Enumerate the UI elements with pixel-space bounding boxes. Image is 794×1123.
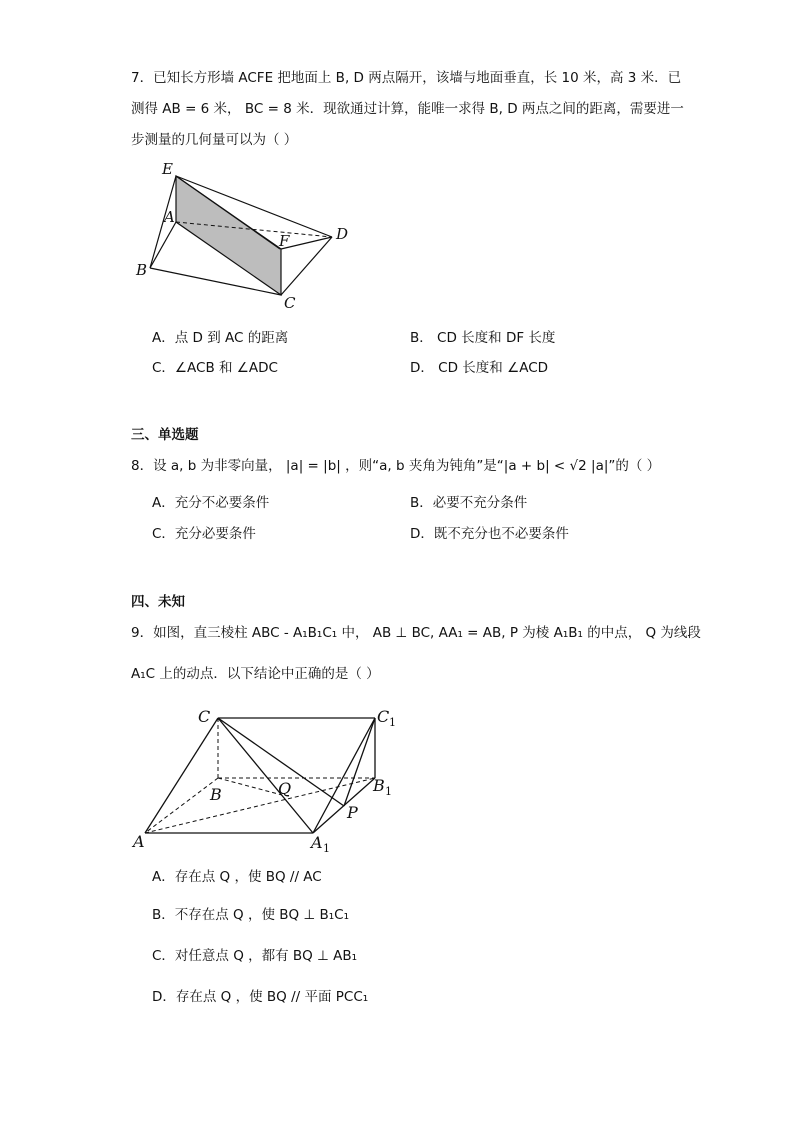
label-B1: B — [373, 776, 385, 795]
q7-stem-line2: 测得 AB = 6 米， BC = 8 米．现欲通过计算，能唯一求得 B, D 两点之间的距离，需要进一 — [131, 101, 684, 117]
label-A: A — [164, 208, 175, 226]
label-C1-subscript: 1 — [389, 716, 396, 729]
q7-stem-line3: 步测量的几何量可以为（ ） — [131, 132, 298, 148]
q9-option-a[interactable]: A．存在点 Q ，使 BQ // AC — [152, 869, 322, 885]
label-F: F — [279, 232, 290, 250]
q8-option-d[interactable]: D．既不充分也不必要条件 — [410, 526, 569, 542]
q9-option-b[interactable]: B．不存在点 Q ，使 BQ ⊥ B₁C₁ — [152, 907, 350, 923]
q8-option-b[interactable]: B．必要不充分条件 — [410, 495, 528, 511]
q8-option-a[interactable]: A．充分不必要条件 — [152, 495, 270, 511]
q9-figure — [130, 700, 410, 860]
label-D: D — [336, 225, 349, 243]
section-heading-3: 三、单选题 — [131, 427, 199, 443]
q7-option-b[interactable]: B． CD 长度和 DF 长度 — [410, 330, 556, 346]
label-B: B — [210, 785, 222, 804]
q7-option-a[interactable]: A．点 D 到 AC 的距离 — [152, 330, 289, 346]
q9-stem-line2: A₁C 上的动点．以下结论中正确的是（ ） — [131, 666, 380, 682]
label-A1: A — [311, 833, 323, 852]
q8-stem: 8．设 a, b 为非零向量， |a| = |b| ，则“a, b 夹角为钝角”是“|a + b| < √2 |a|”的（ ） — [131, 458, 661, 474]
label-C: C — [198, 707, 211, 726]
label-A: A — [133, 832, 145, 851]
q9-option-c[interactable]: C．对任意点 Q ，都有 BQ ⊥ AB₁ — [152, 948, 358, 964]
label-Q: Q — [278, 779, 292, 798]
label-C: C — [284, 294, 296, 312]
section-heading-4: 四、未知 — [131, 594, 185, 610]
q7-option-d[interactable]: D． CD 长度和 ∠ACD — [410, 360, 549, 376]
q9-option-d[interactable]: D．存在点 Q ，使 BQ // 平面 PCC₁ — [152, 989, 369, 1005]
q8-option-c[interactable]: C．充分必要条件 — [152, 526, 256, 542]
q7-option-c[interactable]: C．∠ACB 和 ∠ADC — [152, 360, 278, 376]
label-P: P — [347, 803, 358, 822]
label-B: B — [136, 261, 148, 279]
q7-stem-line1: 7．已知长方形墙 ACFE 把地面上 B, D 两点隔开，该墙与地面垂直，长 10 米，高 3 米．已 — [131, 70, 682, 86]
label-E: E — [162, 160, 173, 178]
q9-stem-line1: 9．如图，直三棱柱 ABC - A₁B₁C₁ 中， AB ⊥ BC, AA₁ = AB, P 为棱 A₁B₁ 的中点， Q 为线段 — [131, 625, 701, 641]
label-C1: C — [377, 707, 390, 726]
label-B1-subscript: 1 — [385, 785, 392, 798]
q7-figure — [130, 155, 360, 315]
label-A1-subscript: 1 — [323, 842, 330, 855]
